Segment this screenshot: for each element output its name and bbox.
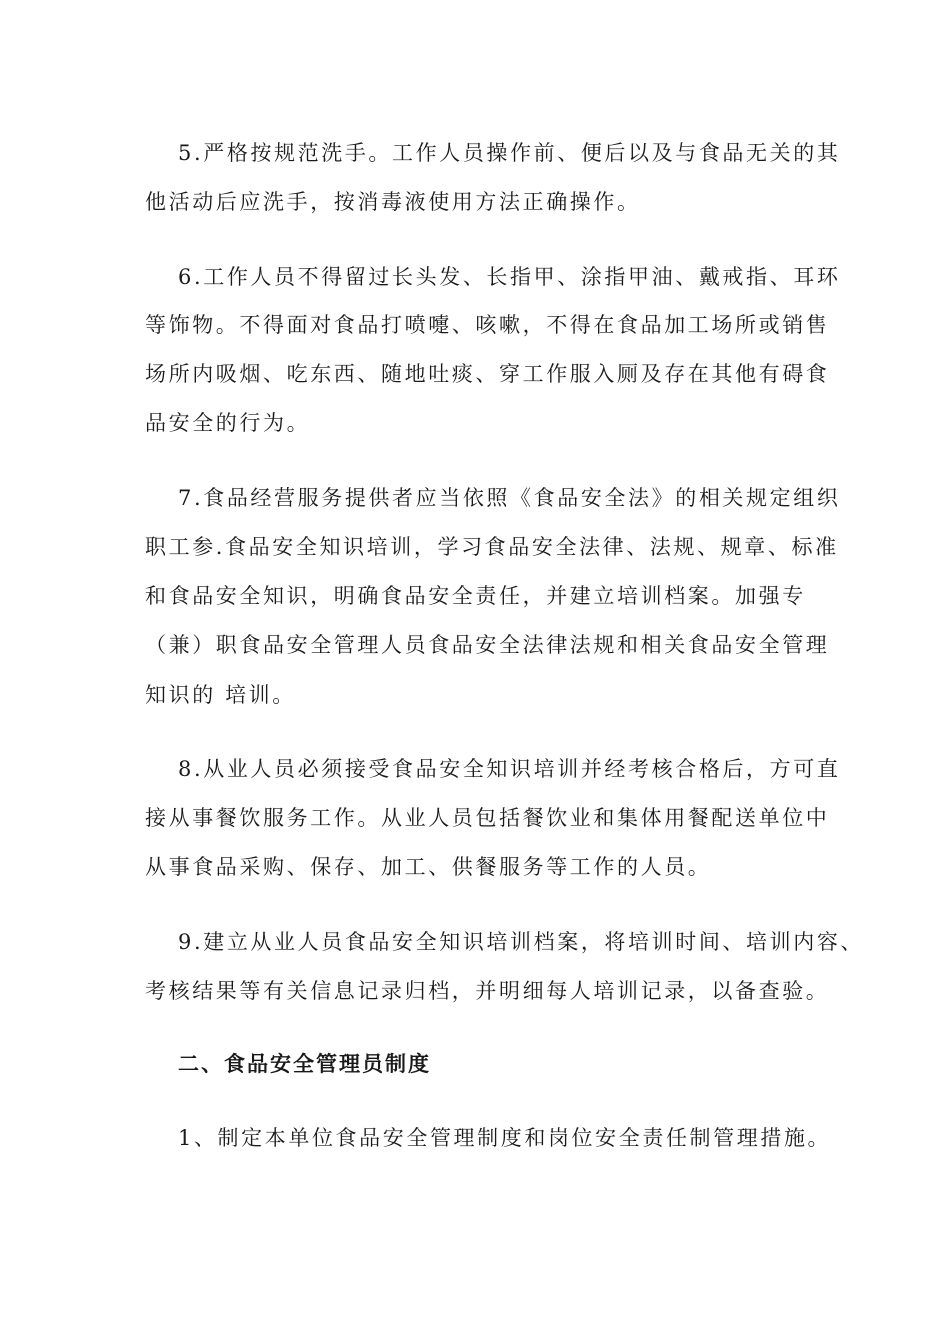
item-5-line-2: 他活动后应洗手，按消毒液使用方法正确操作。 [145,190,641,214]
item-7-line-2: 职工参.食品安全知识培训，学习食品安全法律、法规、规章、标准 [145,535,839,559]
section-item-1: 1、制定本单位食品安全管理制度和岗位安全责任制管理措施。 [178,1126,832,1150]
item-9-line-2: 考核结果等有关信息记录归档，并明细每人培训记录，以备查验。 [145,979,830,1003]
item-7-line-4: （兼）职食品安全管理人员食品安全法律法规和相关食品安全管理 [145,633,830,657]
item-9-line-1: 9.建立从业人员食品安全知识培训档案，将培训时间、培训内容、 [178,930,865,954]
item-7-line-1: 7.食品经营服务提供者应当依照《食品安全法》的相关规定组织 [178,486,841,510]
item-6-line-2: 等饰物。不得面对食品打喷嚏、咳嗽，不得在食品加工场所或销售 [145,313,830,337]
item-7-line-3: 和食品安全知识，明确食品安全责任，并建立培训档案。加强专 [145,584,806,608]
item-8-line-2: 接从事餐饮服务工作。从业人员包括餐饮业和集体用餐配送单位中 [145,806,830,830]
item-6-line-3: 场所内吸烟、吃东西、随地吐痰、穿工作服入厕及存在其他有碍食 [145,362,830,386]
item-6-line-4: 品安全的行为。 [145,411,311,435]
item-8-line-1: 8.从业人员必须接受食品安全知识培训并经考核合格后，方可直 [178,757,841,781]
item-6-line-1: 6.工作人员不得留过长头发、长指甲、涂指甲油、戴戒指、耳环 [178,265,841,289]
item-7-line-5: 知识的 培训。 [145,683,296,707]
item-8-line-3: 从事食品采购、保存、加工、供餐服务等工作的人员。 [145,855,712,879]
section-heading: 二、食品安全管理员制度 [178,1052,431,1076]
item-5-line-1: 5.严格按规范洗手。工作人员操作前、便后以及与食品无关的其 [178,141,841,165]
